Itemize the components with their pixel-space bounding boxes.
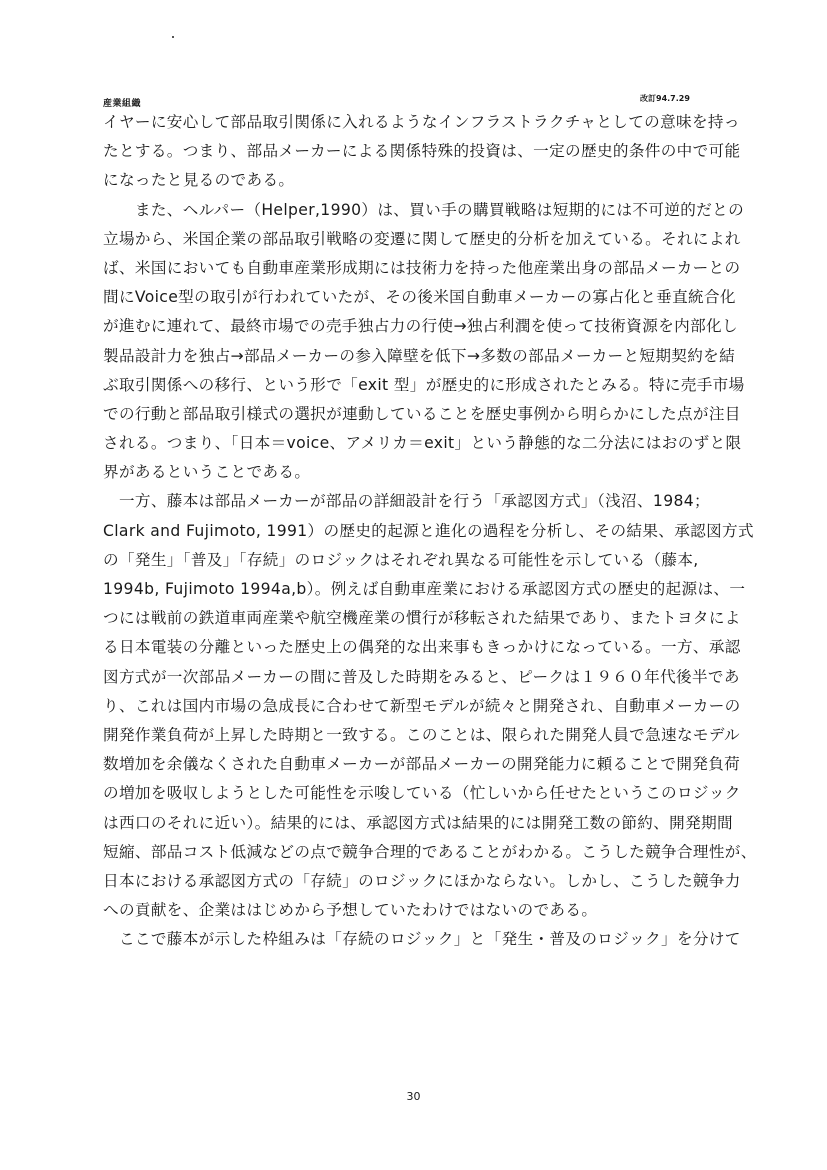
text-line: 1994b, Fujimoto 1994a,b）。例えば自動車産業における承認図方式の歴史的起源は、一: [103, 580, 746, 598]
text-line: 一方、藤本は部品メーカーが部品の詳細設計を行う「承認図方式」（浅沼、1984；: [103, 492, 710, 511]
text-line: る日本電装の分離といった歴史上の偶発的な出来事もきっかけになっている。一方、承認: [103, 638, 741, 657]
text-line: が進むに連れて、最終市場での売手独占力の行使→独占利潤を使って技術資源を内部化し: [103, 317, 738, 336]
text-line: 日本における承認図方式の「存続」のロジックにほかならない。しかし、こうした競争力: [103, 871, 741, 890]
text-line: は西口のそれに近い）。結果的には、承認図方式は結果的には開発工数の節約、開発期間: [103, 813, 733, 832]
text-line: になったと見るのである。: [103, 171, 295, 190]
text-line: つには戦前の鉄道車両産業や航空機産業の慣行が移転された結果であり、またトヨタによ: [103, 609, 741, 628]
text-line: される。つまり、「日本＝voice、アメリカ＝exit」という静態的な二分法にはおのずと限: [103, 434, 742, 453]
text-line: への貢献を、企業ははじめから予想していたわけではないのである。: [103, 901, 598, 920]
page-number: 30: [406, 1090, 421, 1103]
text-line: の「発生」「普及」「存続」のロジックはそれぞれ異なる可能性を示している（藤本,: [103, 550, 699, 569]
text-line: での行動と部品取引様式の選択が連動していることを歴史事例から明らかにした点が注目: [103, 404, 741, 423]
text-line: ここで藤本が示した枠組みは「存続のロジック」と「発生・普及のロジック」を分けて: [103, 930, 741, 949]
body-text: [103, 108, 793, 954]
text-line: たとする。つまり、部品メーカーによる関係特殊的投資は、一定の歴史的条件の中で可能: [103, 142, 741, 161]
text-line: 間にVoice型の取引が行われていたが、その後米国自動車メーカーの寡占化と垂直統合化: [103, 288, 736, 307]
revision-date: 改訂94.7.29: [640, 94, 690, 103]
text-line: ば、米国においても自動車産業形成期には技術力を持った他産業出身の部品メーカーとの: [103, 258, 741, 277]
text-line: また、ヘルパー（Helper,1990）は、買い手の購買戦略は短期的には不可逆的だとの: [103, 200, 745, 219]
text-line: 立場から、米国企業の部品取引戦略の変遷に関して歴史的分析を加えている。それによれ: [103, 229, 741, 248]
text-line: ぶ取引関係への移行、という形で「exit 型」が歴史的に形成されたとみる。特に売手市場: [103, 375, 745, 394]
text-line: Clark and Fujimoto, 1991）の歴史的起源と進化の過程を分析し、その結果、承認図方式: [103, 521, 754, 540]
section-header: 産業組織: [103, 99, 142, 109]
text-line: 短縮、部品コスト低減などの点で競争合理的であることがわかる。こうした競争合理性が、: [103, 842, 757, 861]
text-line: り、これは国内市場の急成長に合わせて新型モデルが続々と開発され、自動車メーカーの: [103, 696, 741, 715]
scan-speck: [172, 36, 174, 38]
text-line: の増加を吸収しようとした可能性を示唆している（忙しいから任せたというこのロジック: [103, 784, 741, 803]
text-line: 数増加を余儀なくされた自動車メーカーが部品メーカーの開発能力に頼ることで開発負荷: [103, 755, 741, 774]
text-line: 製品設計力を独占→部品メーカーの参入障壁を低下→多数の部品メーカーと短期契約を結: [103, 346, 736, 365]
text-line: 界があるということである。: [103, 463, 311, 482]
text-line: イヤーに安心して部品取引関係に入れるようなインフラストラクチャとしての意味を持っ: [103, 113, 740, 131]
text-line: 図方式が一次部品メーカーの間に普及した時期をみると、ピークは１９６０年代後半であ: [103, 667, 740, 686]
text-line: 開発作業負荷が上昇した時期と一致する。このことは、限られた開発人員で急速なモデル: [103, 725, 740, 744]
